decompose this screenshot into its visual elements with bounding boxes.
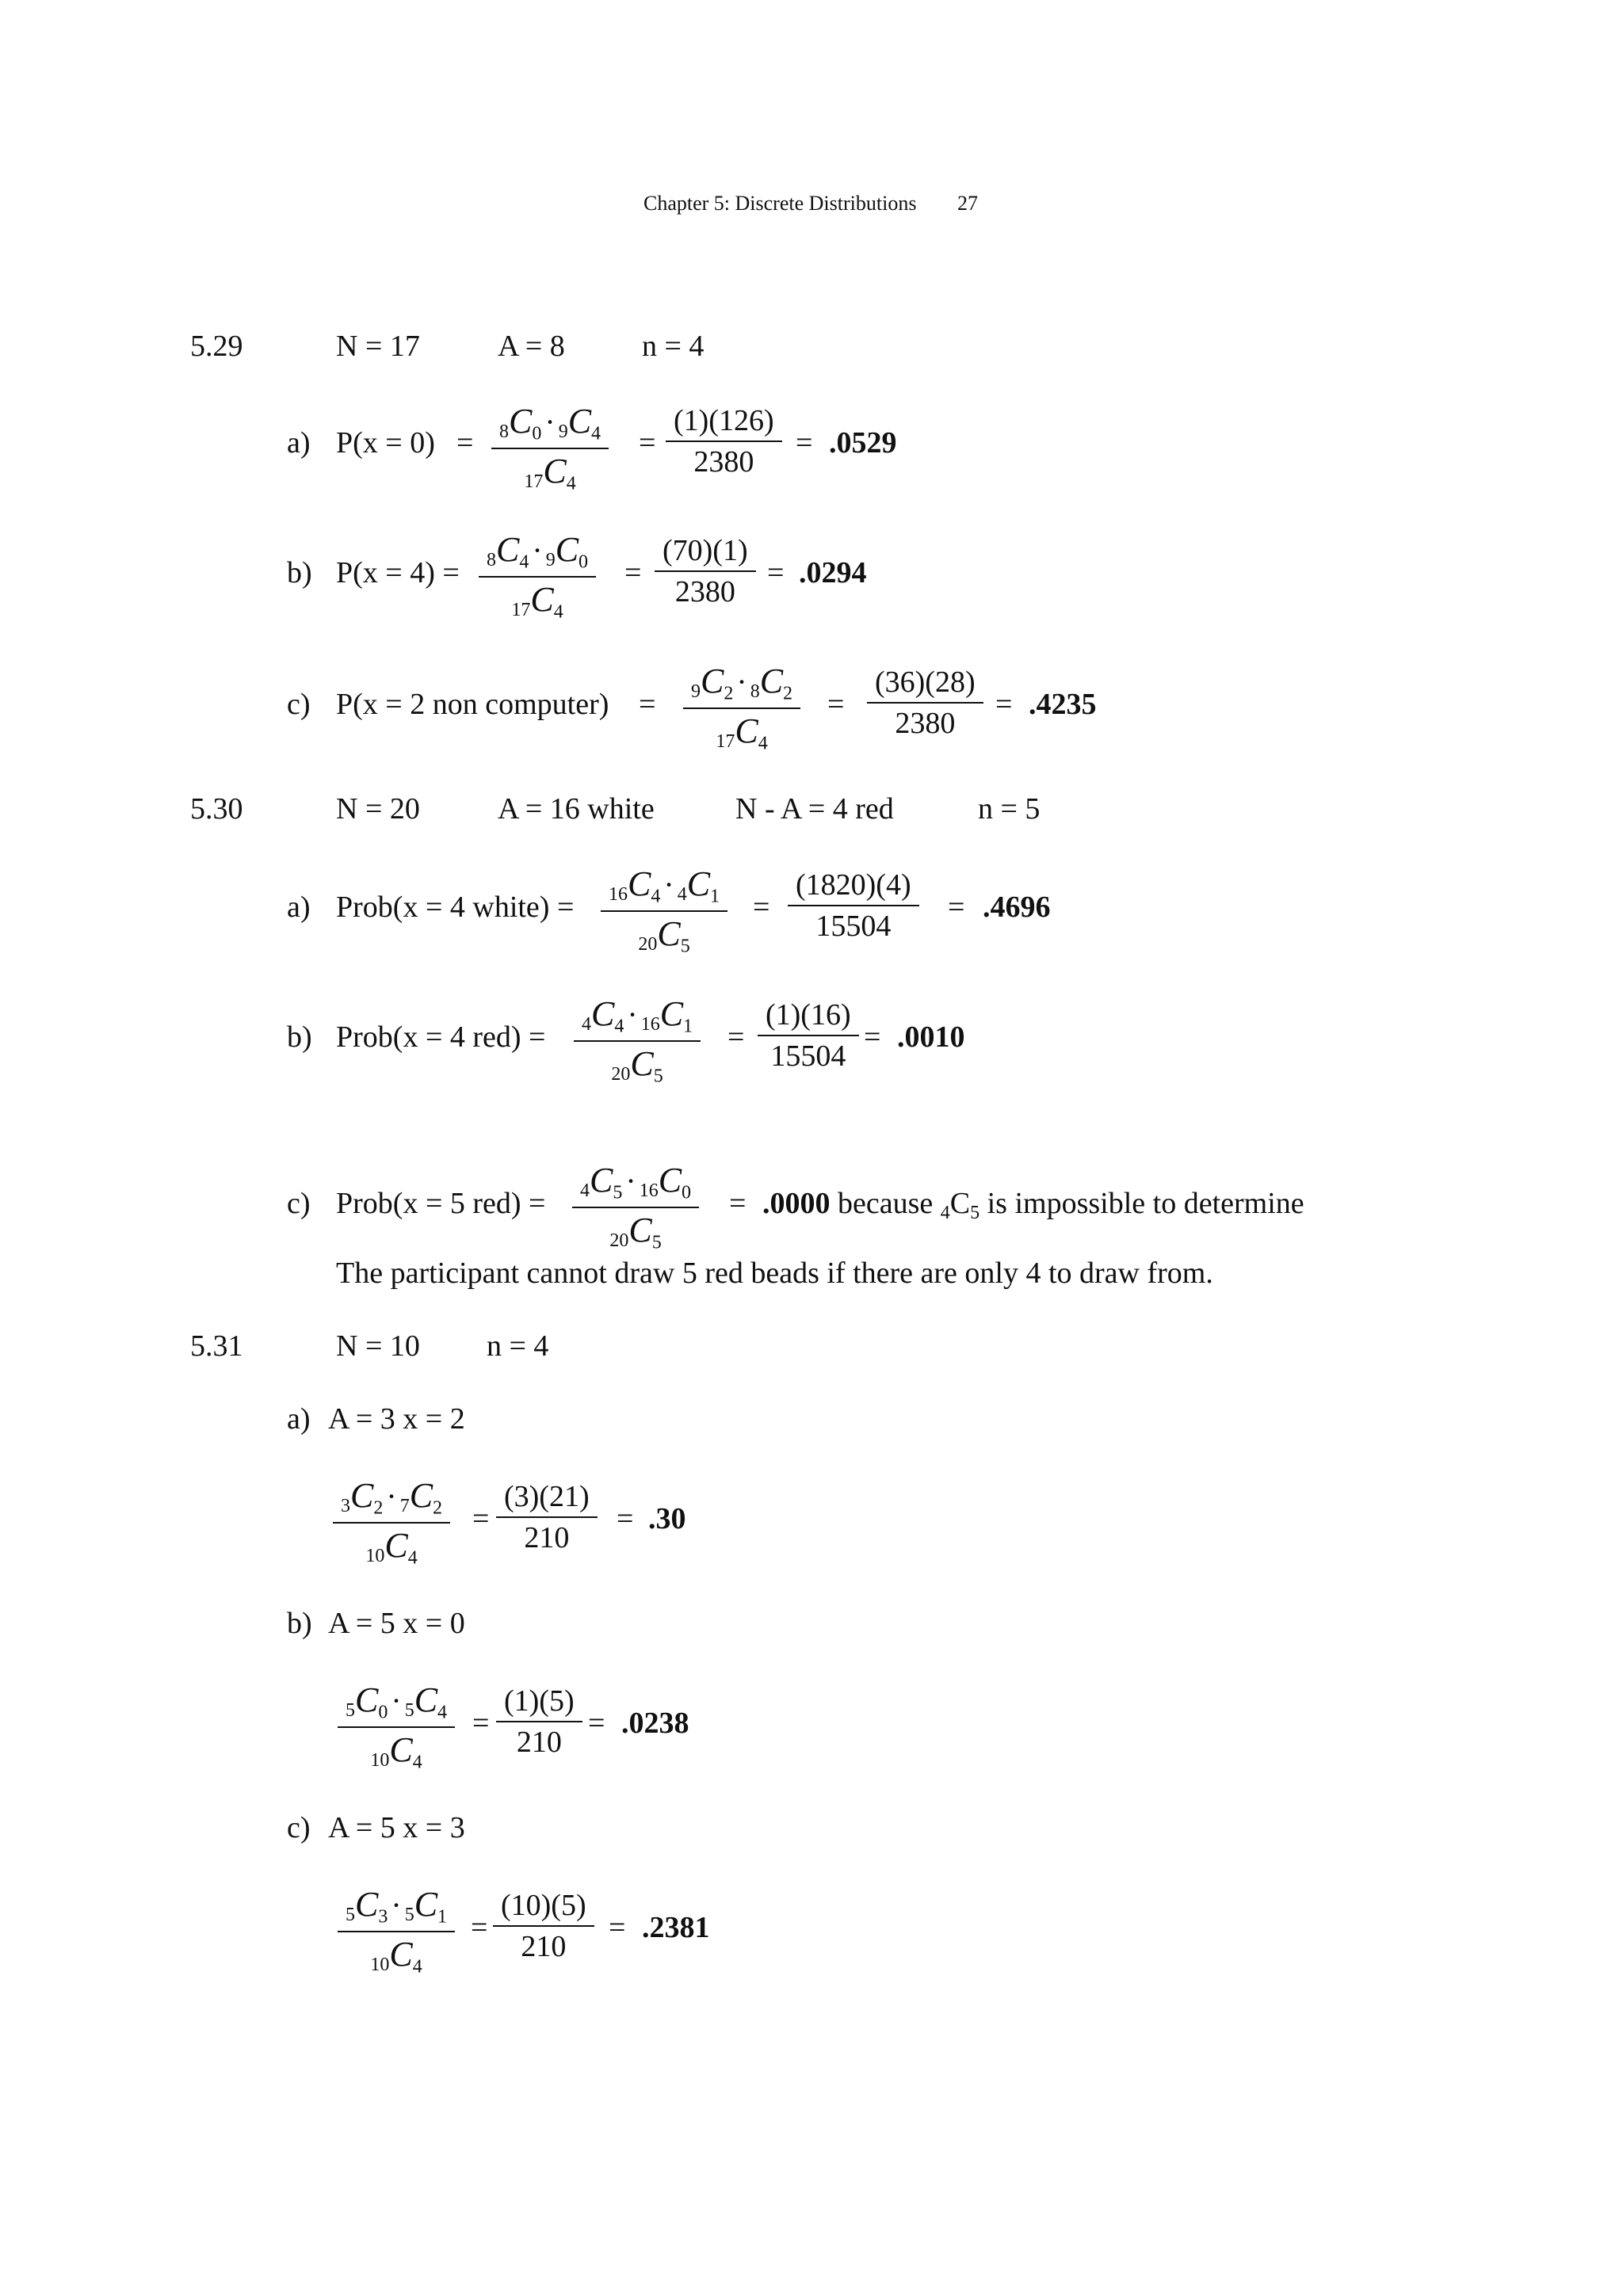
combination-fraction bbox=[333, 1478, 450, 1568]
value-fraction bbox=[655, 536, 756, 607]
page-number: 27 bbox=[957, 192, 978, 215]
part-label: b) bbox=[287, 1020, 312, 1054]
comb-symbol: C bbox=[384, 1526, 408, 1566]
comb-upper-index: 9 bbox=[545, 550, 556, 570]
comb-lower-index: 4 bbox=[437, 1702, 448, 1723]
comb-lower-index: 0 bbox=[378, 1702, 388, 1723]
value-fraction bbox=[788, 870, 919, 941]
comb-lower-index: 0 bbox=[579, 551, 589, 573]
equals-sign: = bbox=[472, 1502, 490, 1535]
combination bbox=[546, 532, 588, 571]
comb-upper-index: 4 bbox=[940, 1203, 950, 1224]
combination bbox=[487, 532, 529, 571]
combination bbox=[511, 582, 563, 621]
equals-sign: = bbox=[639, 426, 656, 460]
combination-fraction bbox=[491, 404, 609, 494]
part-label: a) bbox=[287, 891, 311, 924]
comb-symbol: C bbox=[630, 1044, 654, 1084]
result-value: .0294 bbox=[799, 556, 867, 589]
combination bbox=[716, 711, 768, 754]
comb-lower-index: 4 bbox=[758, 733, 768, 754]
combination-fraction bbox=[574, 994, 701, 1087]
comb-lower-index: 5 bbox=[970, 1203, 980, 1224]
result-value: .0238 bbox=[621, 1707, 689, 1740]
comb-upper-index: 3 bbox=[341, 1496, 350, 1516]
fraction-numerator: (1)(126) bbox=[666, 406, 782, 442]
result-value: .30 bbox=[648, 1502, 686, 1535]
comb-lower-index: 4 bbox=[614, 1016, 624, 1037]
fraction-numerator bbox=[574, 994, 701, 1042]
probability-expression: Prob(x = 4 white) = bbox=[336, 891, 575, 924]
combination bbox=[640, 994, 693, 1037]
comb-symbol: C bbox=[389, 1935, 413, 1974]
comb-lower-index: 0 bbox=[682, 1182, 692, 1203]
probability-expression: P(x = 4) = bbox=[336, 556, 460, 589]
fraction-denominator: 210 bbox=[521, 1930, 567, 1963]
fraction-denominator bbox=[708, 709, 775, 753]
comb-lower-index: 4 bbox=[412, 1956, 422, 1978]
result-value: .0529 bbox=[829, 426, 897, 460]
comb-lower-index: 2 bbox=[783, 683, 793, 704]
equals-sign: = bbox=[588, 1707, 605, 1740]
combination bbox=[559, 404, 601, 443]
combination-fraction bbox=[572, 1163, 699, 1253]
running-header bbox=[643, 193, 916, 214]
fraction-denominator: 210 bbox=[524, 1521, 570, 1554]
comb-symbol: C bbox=[759, 662, 784, 700]
comb-lower-index: 4 bbox=[407, 1547, 418, 1569]
part-label: c) bbox=[287, 1811, 311, 1844]
fraction-numerator bbox=[479, 532, 596, 578]
comb-lower-index: 1 bbox=[683, 1016, 693, 1037]
equals-sign: = bbox=[639, 688, 656, 721]
comb-upper-index: 4 bbox=[677, 884, 687, 905]
comb-symbol: C bbox=[657, 914, 681, 954]
equals-sign: = bbox=[753, 891, 770, 924]
value-fraction bbox=[758, 1000, 859, 1071]
comb-upper-index: 20 bbox=[611, 1064, 631, 1085]
comb-symbol: C bbox=[355, 1680, 379, 1719]
given-n: n = 4 bbox=[487, 1329, 549, 1363]
part-label: c) bbox=[287, 688, 311, 721]
combination bbox=[609, 1213, 661, 1252]
value-fraction bbox=[666, 406, 782, 477]
fraction-numerator: (10)(5) bbox=[493, 1890, 594, 1927]
explanation-text: is impossible to determine bbox=[987, 1187, 1304, 1220]
fraction-denominator: 2380 bbox=[674, 575, 735, 608]
given-N-minus-A: N - A = 4 red bbox=[735, 792, 894, 826]
multiply-dot: · bbox=[391, 1887, 402, 1923]
combination bbox=[750, 664, 792, 703]
comb-upper-index: 5 bbox=[404, 1700, 414, 1721]
fraction-numerator: (1)(5) bbox=[496, 1686, 582, 1722]
comb-upper-index: 9 bbox=[691, 681, 701, 702]
equals-sign: = bbox=[767, 556, 785, 589]
part-label: b) bbox=[287, 556, 312, 589]
given-A: A = 16 white bbox=[498, 792, 655, 826]
comb-symbol: C bbox=[496, 530, 520, 569]
multiply-dot: · bbox=[544, 404, 556, 440]
comb-upper-index: 7 bbox=[399, 1496, 410, 1516]
combination bbox=[370, 1937, 422, 1976]
fraction-numerator bbox=[572, 1163, 699, 1208]
fraction-denominator bbox=[601, 1208, 669, 1252]
equals-sign: = bbox=[729, 1187, 747, 1220]
equals-sign: = bbox=[796, 426, 813, 460]
comb-upper-index: 16 bbox=[609, 884, 628, 905]
comb-symbol: C bbox=[555, 530, 579, 569]
comb-lower-index: 2 bbox=[373, 1497, 384, 1519]
comb-lower-index: 5 bbox=[680, 936, 690, 957]
given-A: A = 8 bbox=[498, 330, 565, 363]
comb-upper-index: 20 bbox=[609, 1230, 629, 1252]
fraction-denominator: 210 bbox=[516, 1726, 562, 1759]
combination bbox=[346, 1680, 388, 1723]
comb-lower-index: 1 bbox=[437, 1906, 448, 1928]
equals-sign: = bbox=[727, 1020, 745, 1054]
combination bbox=[611, 1044, 663, 1087]
comb-upper-index: 17 bbox=[524, 471, 544, 493]
combination bbox=[638, 914, 690, 957]
given-N: N = 17 bbox=[336, 330, 420, 363]
combination-fraction bbox=[338, 1680, 455, 1773]
comb-symbol: C bbox=[543, 452, 567, 491]
probability-expression: P(x = 2 non computer) bbox=[336, 688, 609, 721]
problem-number: 5.29 bbox=[190, 330, 243, 363]
given-N: N = 20 bbox=[336, 792, 420, 826]
fraction-denominator: 15504 bbox=[770, 1039, 846, 1073]
fraction-numerator bbox=[338, 1680, 455, 1728]
comb-lower-index: 2 bbox=[724, 683, 734, 704]
comb-symbol: C bbox=[409, 1476, 433, 1515]
comb-upper-index: 16 bbox=[639, 1180, 659, 1201]
equals-sign: = bbox=[948, 891, 965, 924]
combination bbox=[400, 1478, 442, 1517]
fraction-denominator bbox=[362, 1728, 430, 1772]
comb-symbol: C bbox=[628, 1211, 652, 1250]
comb-lower-index: 5 bbox=[613, 1182, 623, 1203]
combination-fraction bbox=[601, 864, 727, 957]
fraction-numerator: (36)(28) bbox=[867, 667, 983, 704]
comb-symbol: C bbox=[350, 1476, 374, 1515]
combination bbox=[691, 664, 733, 703]
given-N: N = 10 bbox=[336, 1329, 420, 1363]
comb-upper-index: 9 bbox=[558, 421, 568, 442]
comb-upper-index: 4 bbox=[582, 1014, 591, 1035]
comb-lower-index: 0 bbox=[532, 423, 542, 444]
value-fraction bbox=[867, 667, 983, 738]
fraction-numerator bbox=[683, 664, 800, 709]
combination bbox=[524, 454, 575, 493]
comb-lower-index: 4 bbox=[651, 886, 661, 907]
combination bbox=[405, 1887, 447, 1926]
comb-symbol: C bbox=[701, 662, 724, 700]
given-n: n = 4 bbox=[642, 330, 705, 363]
comb-upper-index: 16 bbox=[640, 1014, 660, 1035]
comb-symbol: C bbox=[414, 1680, 438, 1719]
combination bbox=[404, 1680, 448, 1723]
comb-upper-index: 17 bbox=[511, 600, 531, 621]
comb-symbol: C bbox=[567, 402, 592, 441]
comb-lower-index: 2 bbox=[433, 1497, 443, 1519]
part-label: a) bbox=[287, 1402, 311, 1436]
comb-lower-index: 4 bbox=[566, 473, 576, 494]
result-value: .4696 bbox=[983, 891, 1051, 924]
inline-combination bbox=[940, 1187, 980, 1224]
multiply-dot: · bbox=[627, 997, 638, 1032]
comb-lower-index: 3 bbox=[378, 1906, 388, 1928]
part-label: c) bbox=[287, 1187, 311, 1220]
comb-symbol: C bbox=[389, 1730, 413, 1770]
comb-symbol: C bbox=[949, 1187, 971, 1220]
probability-expression: P(x = 0) bbox=[336, 426, 435, 460]
value-fraction bbox=[496, 1482, 598, 1553]
equals-sign: = bbox=[471, 1911, 488, 1944]
fraction-denominator bbox=[503, 578, 571, 621]
result-value: .0000 bbox=[762, 1187, 831, 1220]
fraction-numerator: (70)(1) bbox=[655, 536, 756, 572]
comb-upper-index: 20 bbox=[638, 934, 658, 955]
combination bbox=[677, 864, 720, 907]
part-label: b) bbox=[287, 1607, 312, 1640]
multiply-dot: · bbox=[625, 1163, 636, 1199]
fraction-denominator bbox=[357, 1524, 425, 1567]
combination bbox=[499, 404, 541, 443]
combination bbox=[341, 1478, 383, 1517]
comb-upper-index: 8 bbox=[499, 421, 509, 442]
comb-lower-index: 1 bbox=[710, 886, 720, 907]
result-value: .0010 bbox=[897, 1020, 965, 1054]
combination-fraction bbox=[338, 1887, 455, 1977]
comb-upper-index: 8 bbox=[750, 681, 760, 702]
comb-lower-index: 4 bbox=[519, 551, 529, 573]
multiply-dot: · bbox=[532, 532, 543, 568]
equals-sign: = bbox=[456, 426, 474, 460]
combination-fraction bbox=[683, 664, 800, 753]
comb-upper-index: 5 bbox=[346, 1700, 355, 1721]
fraction-numerator bbox=[333, 1478, 450, 1524]
fraction-denominator bbox=[603, 1042, 670, 1085]
combination bbox=[580, 1163, 622, 1202]
part-condition: A = 5 x = 0 bbox=[328, 1607, 465, 1640]
fraction-denominator bbox=[630, 912, 697, 955]
equals-sign: = bbox=[827, 688, 845, 721]
part-condition: A = 3 x = 2 bbox=[328, 1402, 465, 1436]
result-value: .2381 bbox=[642, 1911, 710, 1944]
probability-expression: Prob(x = 4 red) = bbox=[336, 1020, 546, 1054]
result-explanation bbox=[762, 1188, 1304, 1222]
fraction-numerator bbox=[601, 864, 727, 912]
chapter-title: Chapter 5: Discrete Distributions bbox=[643, 192, 917, 215]
given-n: n = 5 bbox=[978, 792, 1041, 826]
probability-expression: Prob(x = 5 red) = bbox=[336, 1187, 546, 1220]
explanation-note: The participant cannot draw 5 red beads if there are only 4 to draw from. bbox=[336, 1257, 1213, 1290]
equals-sign: = bbox=[624, 556, 642, 589]
equals-sign: = bbox=[472, 1707, 490, 1740]
comb-upper-index: 5 bbox=[404, 1905, 414, 1925]
fraction-numerator bbox=[491, 404, 609, 449]
comb-symbol: C bbox=[735, 711, 758, 751]
comb-symbol: C bbox=[686, 864, 711, 903]
comb-symbol: C bbox=[590, 1161, 613, 1199]
comb-upper-index: 10 bbox=[370, 1955, 390, 1976]
fraction-numerator bbox=[338, 1887, 455, 1932]
combination bbox=[582, 994, 624, 1037]
multiply-dot: · bbox=[391, 1683, 402, 1718]
fraction-numerator: (1820)(4) bbox=[788, 870, 919, 906]
comb-lower-index: 5 bbox=[653, 1066, 663, 1087]
comb-symbol: C bbox=[509, 402, 533, 441]
comb-lower-index: 4 bbox=[553, 601, 563, 623]
comb-symbol: C bbox=[628, 864, 651, 903]
comb-upper-index: 10 bbox=[365, 1546, 385, 1567]
multiply-dot: · bbox=[736, 664, 747, 700]
fraction-denominator bbox=[362, 1932, 430, 1976]
comb-symbol: C bbox=[530, 580, 554, 620]
fraction-numerator: (1)(16) bbox=[758, 1000, 859, 1036]
part-label: a) bbox=[287, 426, 311, 460]
comb-symbol: C bbox=[658, 1161, 682, 1199]
comb-symbol: C bbox=[659, 994, 684, 1033]
comb-lower-index: 5 bbox=[651, 1232, 662, 1253]
multiply-dot: · bbox=[663, 867, 674, 902]
comb-lower-index: 4 bbox=[412, 1752, 422, 1773]
problem-number: 5.30 bbox=[190, 792, 243, 826]
combination-fraction bbox=[479, 532, 596, 622]
comb-upper-index: 10 bbox=[370, 1750, 390, 1772]
combination bbox=[365, 1528, 417, 1567]
combination bbox=[346, 1887, 388, 1926]
combination bbox=[609, 864, 661, 907]
part-condition: A = 5 x = 3 bbox=[328, 1811, 465, 1844]
comb-upper-index: 17 bbox=[716, 731, 735, 753]
comb-upper-index: 4 bbox=[580, 1180, 590, 1201]
problem-number: 5.31 bbox=[190, 1329, 243, 1363]
equals-sign: = bbox=[617, 1502, 634, 1535]
equals-sign: = bbox=[609, 1911, 626, 1944]
comb-symbol: C bbox=[591, 994, 615, 1033]
comb-upper-index: 8 bbox=[487, 550, 496, 570]
comb-lower-index: 4 bbox=[591, 423, 601, 444]
combination bbox=[640, 1163, 691, 1202]
because-text: because bbox=[838, 1187, 934, 1220]
fraction-numerator: (3)(21) bbox=[496, 1482, 598, 1518]
equals-sign: = bbox=[995, 688, 1013, 721]
value-fraction bbox=[493, 1890, 594, 1962]
fraction-denominator bbox=[516, 449, 583, 493]
fraction-denominator: 15504 bbox=[815, 910, 892, 943]
comb-upper-index: 5 bbox=[346, 1905, 355, 1925]
value-fraction bbox=[496, 1686, 582, 1757]
combination bbox=[370, 1730, 422, 1773]
comb-symbol: C bbox=[414, 1885, 438, 1924]
fraction-denominator: 2380 bbox=[895, 707, 956, 740]
comb-symbol: C bbox=[355, 1885, 379, 1924]
multiply-dot: · bbox=[386, 1478, 397, 1514]
result-value: .4235 bbox=[1029, 688, 1097, 721]
fraction-denominator: 2380 bbox=[693, 445, 754, 479]
equals-sign: = bbox=[864, 1020, 881, 1054]
